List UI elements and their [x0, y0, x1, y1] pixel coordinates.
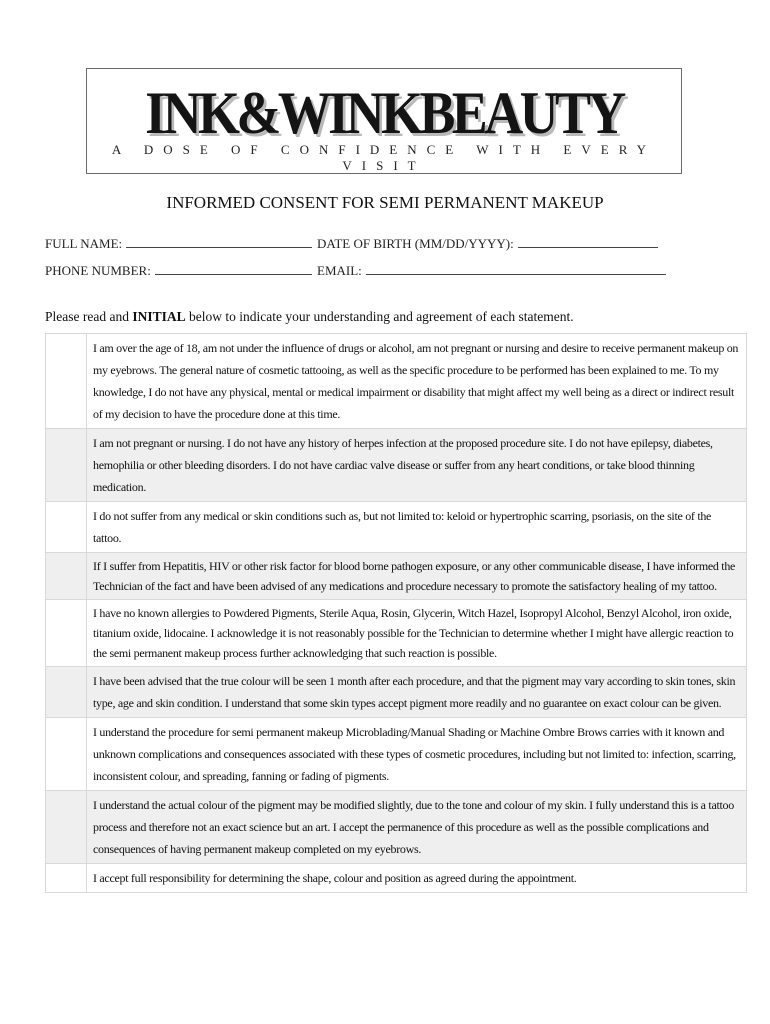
table-row — [46, 429, 747, 502]
logo-box — [86, 68, 682, 174]
email-line[interactable] — [366, 263, 666, 275]
initial-box[interactable] — [46, 791, 87, 864]
initial-box[interactable] — [46, 864, 87, 893]
statement-text: I am over the age of 18, am not under the influence of drugs or alcohol, am not pregnant or nursing and desire to receive permanent makeup on my eyebrows. The general nature of cosmetic tattooing, as well as the specific procedure to be performed has been explained to me. To my knowledge, I do not have any physical, mental or medical impairment or disability that might affect my well being as a direct or indirect result of my decision to have the procedure done at this time. — [87, 334, 747, 429]
statement-text: I have been advised that the true colour will be seen 1 month after each procedure, and that the pigment may vary according to skin tones, skin type, age and skin condition. I understand that some skin types accept pigment more readily and no guarantee on exact colour can be given. — [87, 667, 747, 718]
full-name-line[interactable] — [126, 236, 312, 248]
table-row — [46, 502, 747, 553]
initial-box[interactable] — [46, 334, 87, 429]
statement-text: I am not pregnant or nursing. I do not have any history of herpes infection at the proposed procedure site. I do not have epilepsy, diabetes, hemophilia or other bleeding disorders. I do not have cardiac valve disease or suffer from any heart conditions, or take blood thinning medication. — [87, 429, 747, 502]
statement-text: I have no known allergies to Powdered Pigments, Sterile Aqua, Rosin, Glycerin, Witch Hazel, Isopropyl Alcohol, Benzyl Alcohol, iron oxide, titanium oxide, lidocaine. I acknowledge it is not reasonably possible for the Technician to determine whether I might have allergic reaction to the semi permanent makeup process further acknowledging that such reaction is possible. — [87, 600, 747, 667]
consent-statements-table — [45, 333, 747, 893]
dob-field[interactable] — [317, 236, 658, 252]
table-row — [46, 864, 747, 893]
instruction-text-start: Please read and — [45, 309, 133, 324]
statement-text: I understand the procedure for semi permanent makeup Microblading/Manual Shading or Machine Ombre Brows carries with it known and unknown complications and consequences associated with these types of cosmetic procedures, including but not limited to: infection, scarring, inconsistent colour, and spreading, fanning or fading of pigments. — [87, 718, 747, 791]
table-row — [46, 600, 747, 667]
statement-text: I accept full responsibility for determining the shape, colour and position as agreed during the appointment. — [87, 864, 747, 893]
phone-label: PHONE NUMBER: — [45, 263, 151, 278]
initial-box[interactable] — [46, 600, 87, 667]
initial-box[interactable] — [46, 429, 87, 502]
initial-instruction — [45, 309, 574, 325]
table-row — [46, 667, 747, 718]
statement-text: I understand the actual colour of the pigment may be modified slightly, due to the tone and colour of my skin. I fully understand this is a tattoo process and therefore not an exact science but an art. I accept the permanence of this procedure as well as the possible complications and consequences of having permanent makeup completed on my eyebrows. — [87, 791, 747, 864]
statement-text: If I suffer from Hepatitis, HIV or other risk factor for blood borne pathogen exposure, or any other communicable disease, I have informed the Technician of the fact and have been advised of any medications and procedure necessary to promote the satisfactory healing of my tattoo. — [87, 553, 747, 600]
full-name-label: FULL NAME: — [45, 236, 123, 251]
document-title: INFORMED CONSENT FOR SEMI PERMANENT MAKEUP — [166, 193, 604, 212]
email-label: EMAIL: — [317, 263, 362, 278]
dob-label: DATE OF BIRTH (MM/DD/YYYY): — [317, 236, 514, 251]
table-row — [46, 334, 747, 429]
table-row — [46, 553, 747, 600]
logo-tagline: A DOSE OF CONFIDENCE WITH EVERY VISIT — [111, 142, 657, 173]
logo-wordmark: INK&WINKBEAUTY — [145, 80, 623, 146]
phone-field[interactable] — [45, 263, 312, 279]
initial-box[interactable] — [46, 502, 87, 553]
initial-box[interactable] — [46, 667, 87, 718]
instruction-text-end: below to indicate your understanding and agreement of each statement. — [185, 309, 574, 324]
instruction-initial-emphasis: INITIAL — [132, 309, 186, 324]
email-field[interactable] — [317, 263, 666, 279]
phone-line[interactable] — [155, 263, 312, 275]
table-row — [46, 718, 747, 791]
statement-text: I do not suffer from any medical or skin conditions such as, but not limited to: keloid or hypertrophic scarring, psoriasis, on the site of the tattoo. — [87, 502, 747, 553]
dob-line[interactable] — [518, 236, 658, 248]
full-name-field[interactable] — [45, 236, 312, 252]
initial-box[interactable] — [46, 553, 87, 600]
table-row — [46, 791, 747, 864]
initial-box[interactable] — [46, 718, 87, 791]
